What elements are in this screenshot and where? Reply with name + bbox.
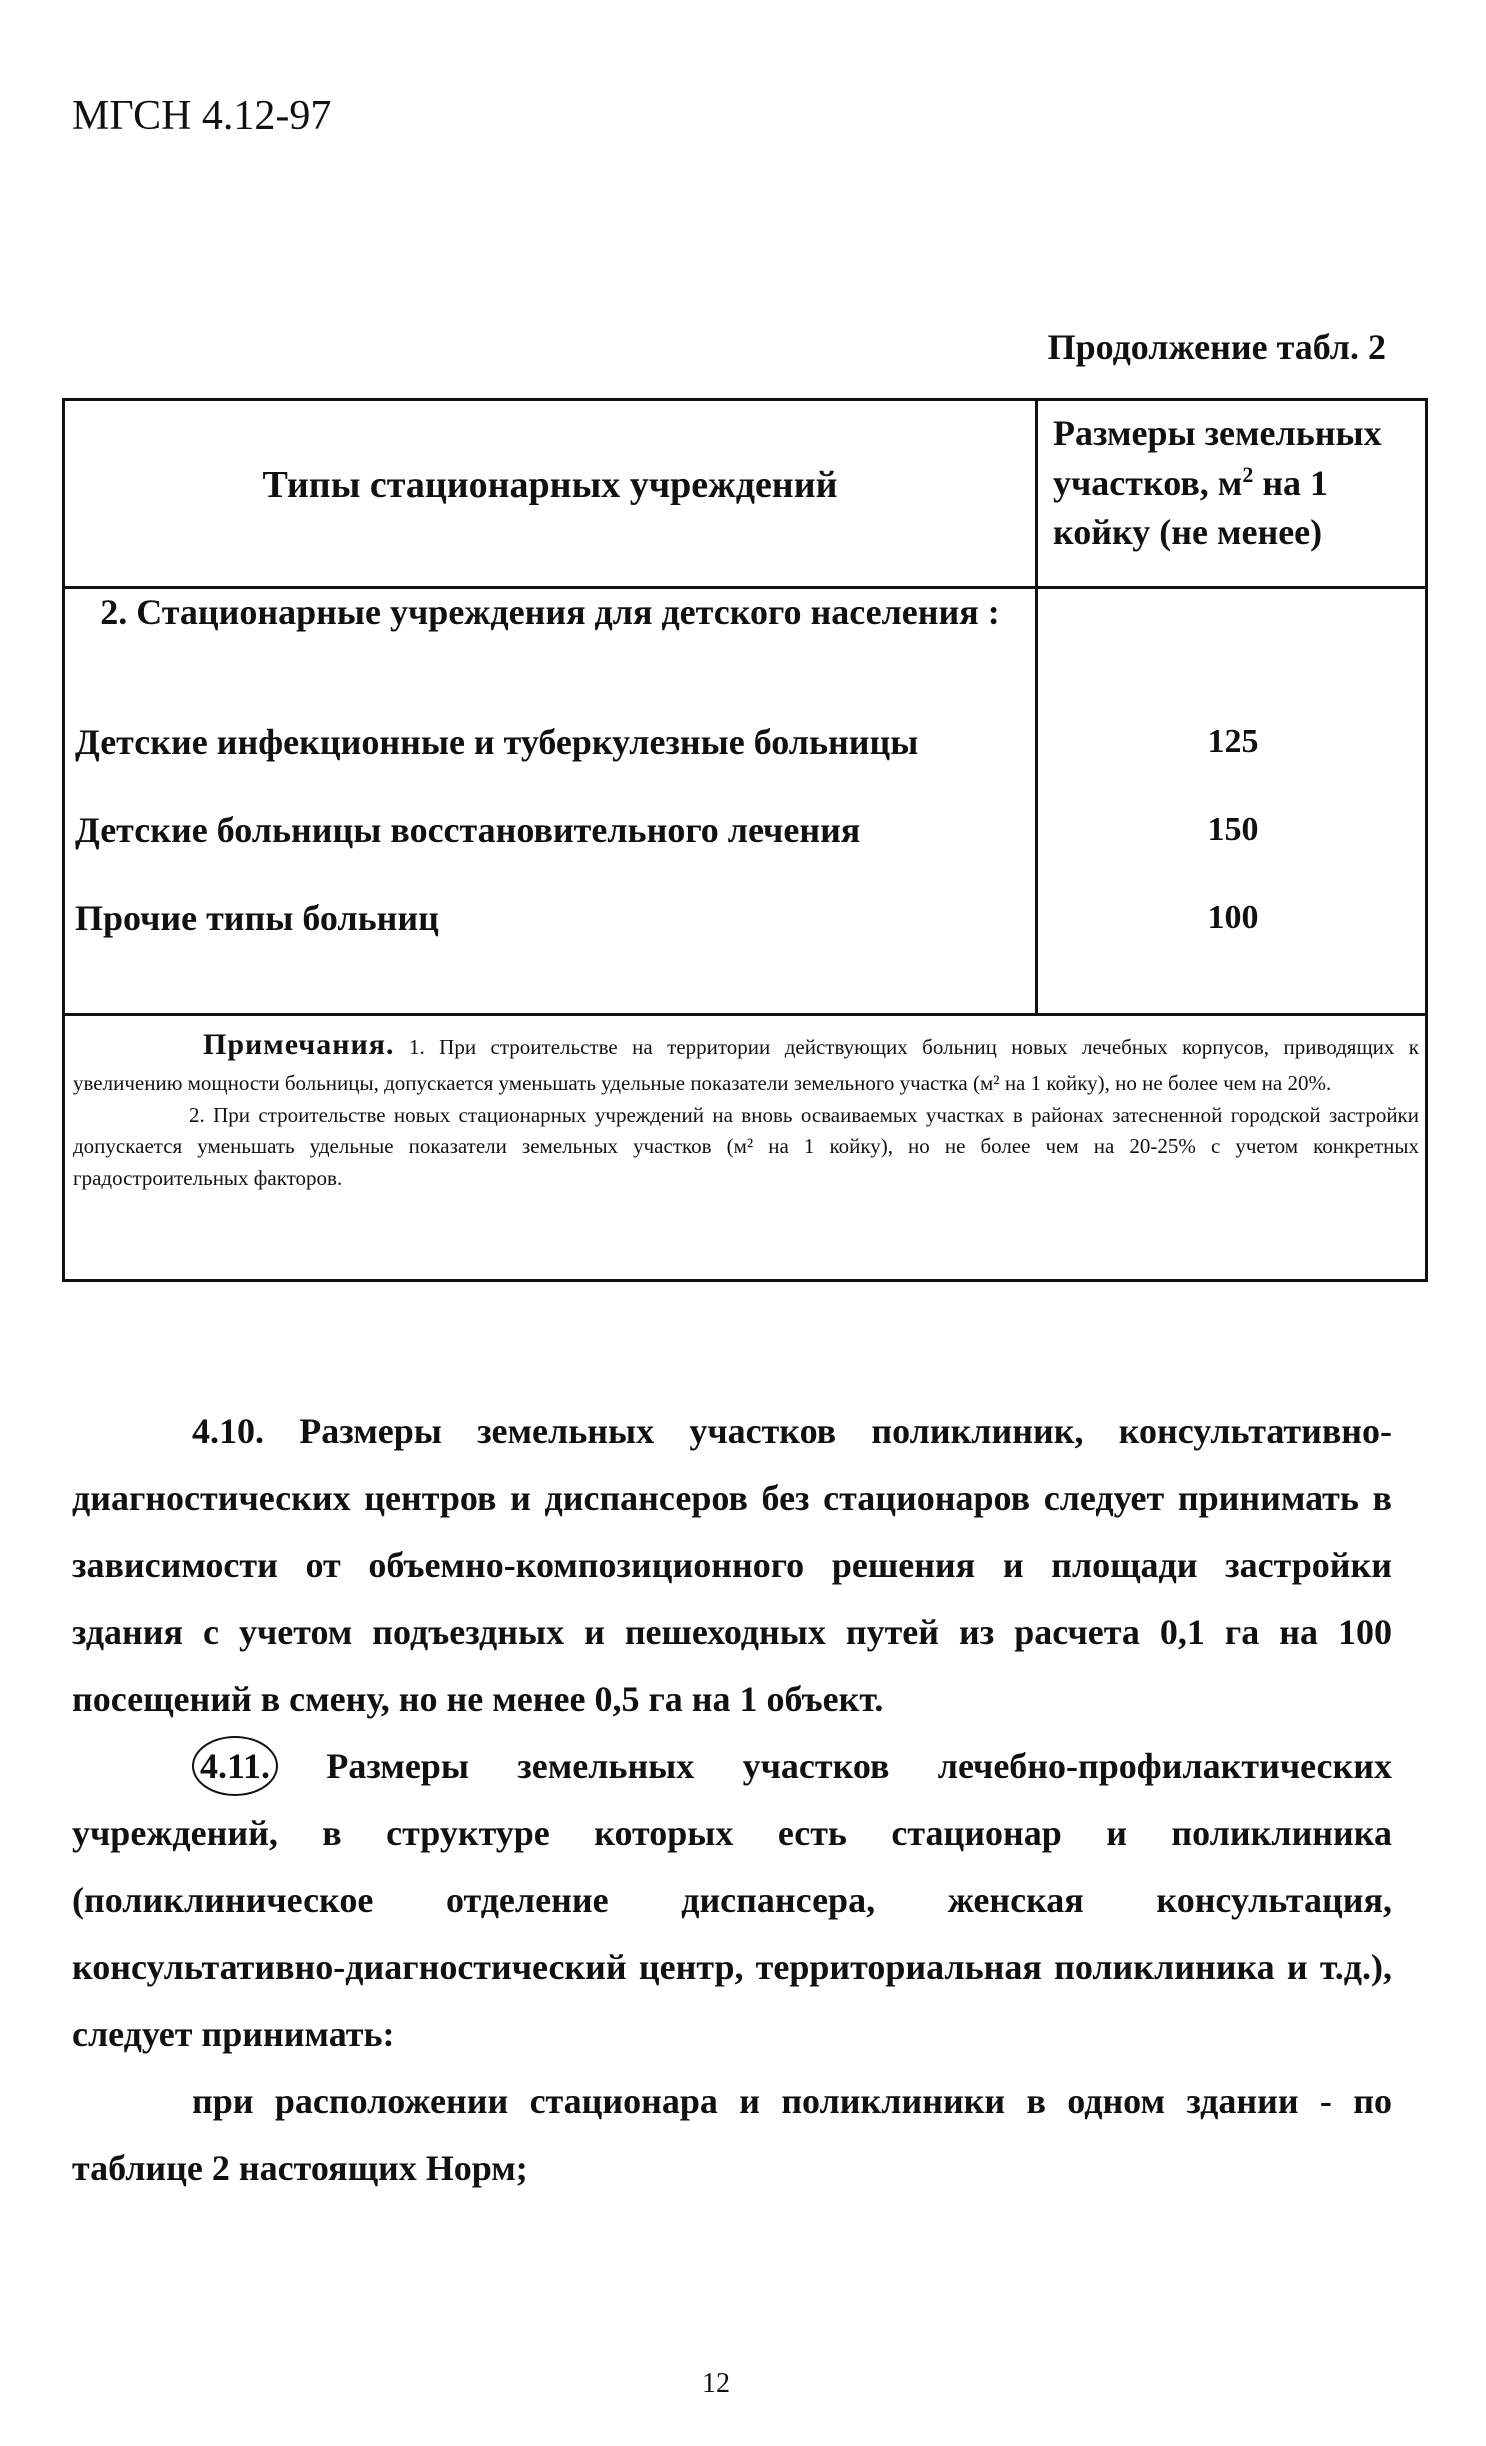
- table-row-label: Прочие типы больниц: [75, 898, 439, 938]
- section-title: 2. Стационарные учреждения для детского населения :: [100, 592, 1000, 632]
- column-header-type: Типы стационарных учреждений: [262, 464, 838, 506]
- table-row-label: Детские больницы восстановительного лечения: [75, 810, 861, 850]
- paragraph-4-10-text: 4.10. Размеры земельных участков поликлиник, консультативно-диагностических центров и диспансеров без стационаров следует принимать в зависимости от объемно-композиционного решения и площади застройки здания с учетом подъездных и пешеходных путей из расчета 0,1 га на 100 посещений в смену, но не менее 0,5 га на 1 объект.: [72, 1411, 1392, 1719]
- page-number: 12: [702, 2368, 730, 2399]
- table-header-row: [65, 401, 1425, 589]
- note-1-text: 1. При строительстве на территории действующих больниц новых лечебных корпусов, приводящих к увеличению мощности больницы, допускается уменьшать удельные показатели земельного участка (м² на 1 койку), но не более чем на 20%.: [73, 1035, 1419, 1095]
- circled-clause-number: 4.11.: [192, 1736, 278, 1796]
- paragraph-last-text: при расположении стационара и поликлиники в одном здании - по таблице 2 настоящих Норм;: [72, 2081, 1392, 2188]
- table-row-label: Детские инфекционные и туберкулезные больницы: [75, 722, 919, 762]
- table-notes: [65, 1013, 1425, 1279]
- paragraph-4-10: [72, 1398, 1392, 1733]
- note-2: 2. При строительстве новых стационарных учреждений на вновь осваиваемых участках в районах затесненной городской застройки допускается уменьшать удельные показатели земельных участков (м² на 1 койку), но не более чем на 20-25% с учетом конкретных градостроительных факторов.: [73, 1102, 1419, 1191]
- paragraph-4-11-body: Размеры земельных участков лечебно-профилактических учреждений, в структуре которых есть стационар и поликлиника (поликлиническое отделение диспансера, женская консультация, консультативно-диагностический центр, территориальная поликлиника и т.д.), следует принимать:: [72, 1746, 1392, 2054]
- notes-label: Примечания.: [203, 1028, 395, 1061]
- column-header-size-sup: 2: [1242, 461, 1254, 487]
- note-1: [73, 1022, 1419, 1100]
- paragraph-last: [72, 2068, 1392, 2202]
- table-row-value: 150: [1207, 811, 1259, 848]
- table-row-value: 100: [1207, 899, 1259, 936]
- table-continuation-label: Продолжение табл. 2: [1047, 327, 1386, 367]
- document-code: МГСН 4.12-97: [72, 93, 332, 139]
- paragraph-4-11-text: [72, 1733, 1392, 2068]
- column-header-size: [1053, 409, 1413, 558]
- column-header-size-tail: на 1 койку (не менее): [1053, 462, 1329, 553]
- column-header-size-text: Размеры земельных участков, м: [1053, 413, 1382, 503]
- land-size-table: [62, 398, 1428, 1282]
- paragraph-4-11: [72, 1733, 1392, 2068]
- table-row-value: 125: [1207, 723, 1259, 760]
